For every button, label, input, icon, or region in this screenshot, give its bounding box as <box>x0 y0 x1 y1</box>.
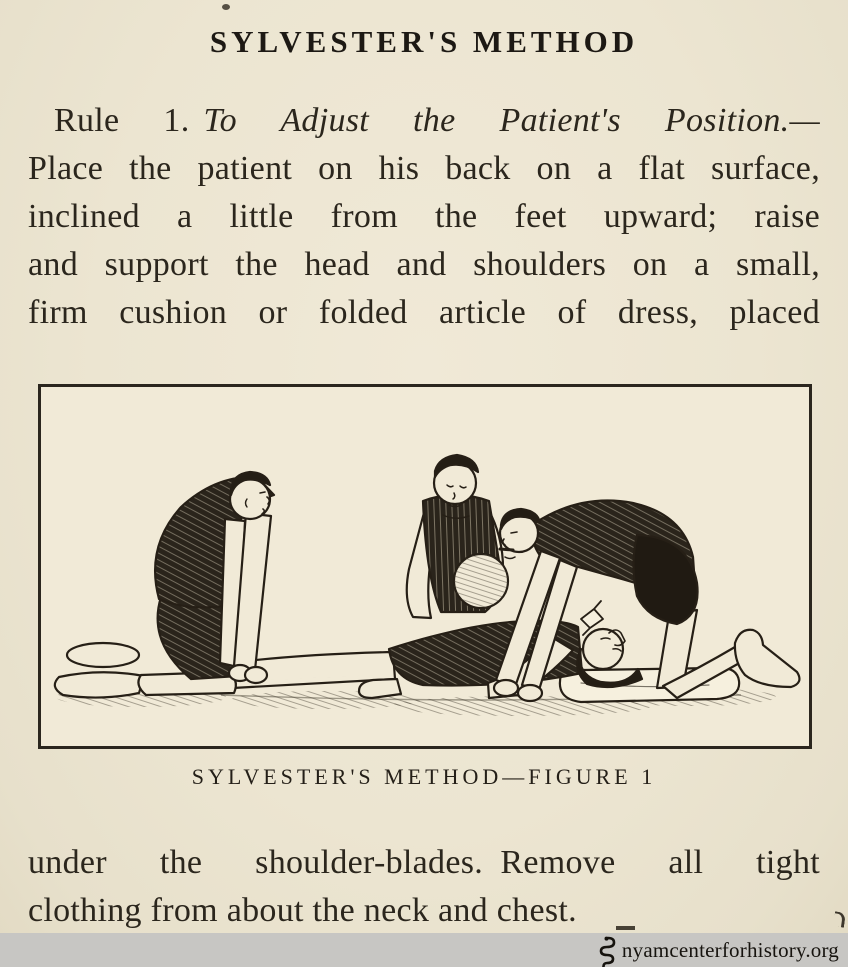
ink-speck <box>222 4 230 10</box>
cropped-text-artifact <box>833 911 846 927</box>
watermark-url-text: nyamcenterforhistory.org <box>621 938 839 962</box>
text-line: Place the patient on his back on a flat surface, <box>28 150 820 187</box>
page-title: SYLVESTER'S METHOD <box>209 24 639 59</box>
center-rescuer-figure <box>407 455 508 618</box>
text-line: inclined a little from the feet upward; raise <box>28 198 820 235</box>
paragraph-continued <box>28 839 820 935</box>
figure-caption: SYLVESTER'S METHOD—FIGURE 1 <box>191 764 657 789</box>
rod-of-asclepius-icon <box>597 936 617 967</box>
text-line: and support the head and shoulders on a small, <box>28 246 820 283</box>
text-line: under the shoulder-blades. Remove all tight <box>28 844 820 881</box>
sylvester-method-illustration <box>41 387 809 746</box>
text-line <box>28 97 820 145</box>
paragraph-rule-1 <box>28 97 820 337</box>
watermark-bar <box>0 933 848 967</box>
cropped-text-artifact <box>616 926 635 930</box>
text-line: firm cushion or folded article of dress, placed <box>28 294 820 331</box>
figure-frame <box>38 384 812 749</box>
rule-title-italic: To Adjust the Patient's Position.— <box>203 102 820 139</box>
rule-label: Rule 1. <box>54 102 190 139</box>
left-rescuer-figure <box>55 472 274 698</box>
text-line: clothing from about the neck and chest. <box>28 892 577 929</box>
